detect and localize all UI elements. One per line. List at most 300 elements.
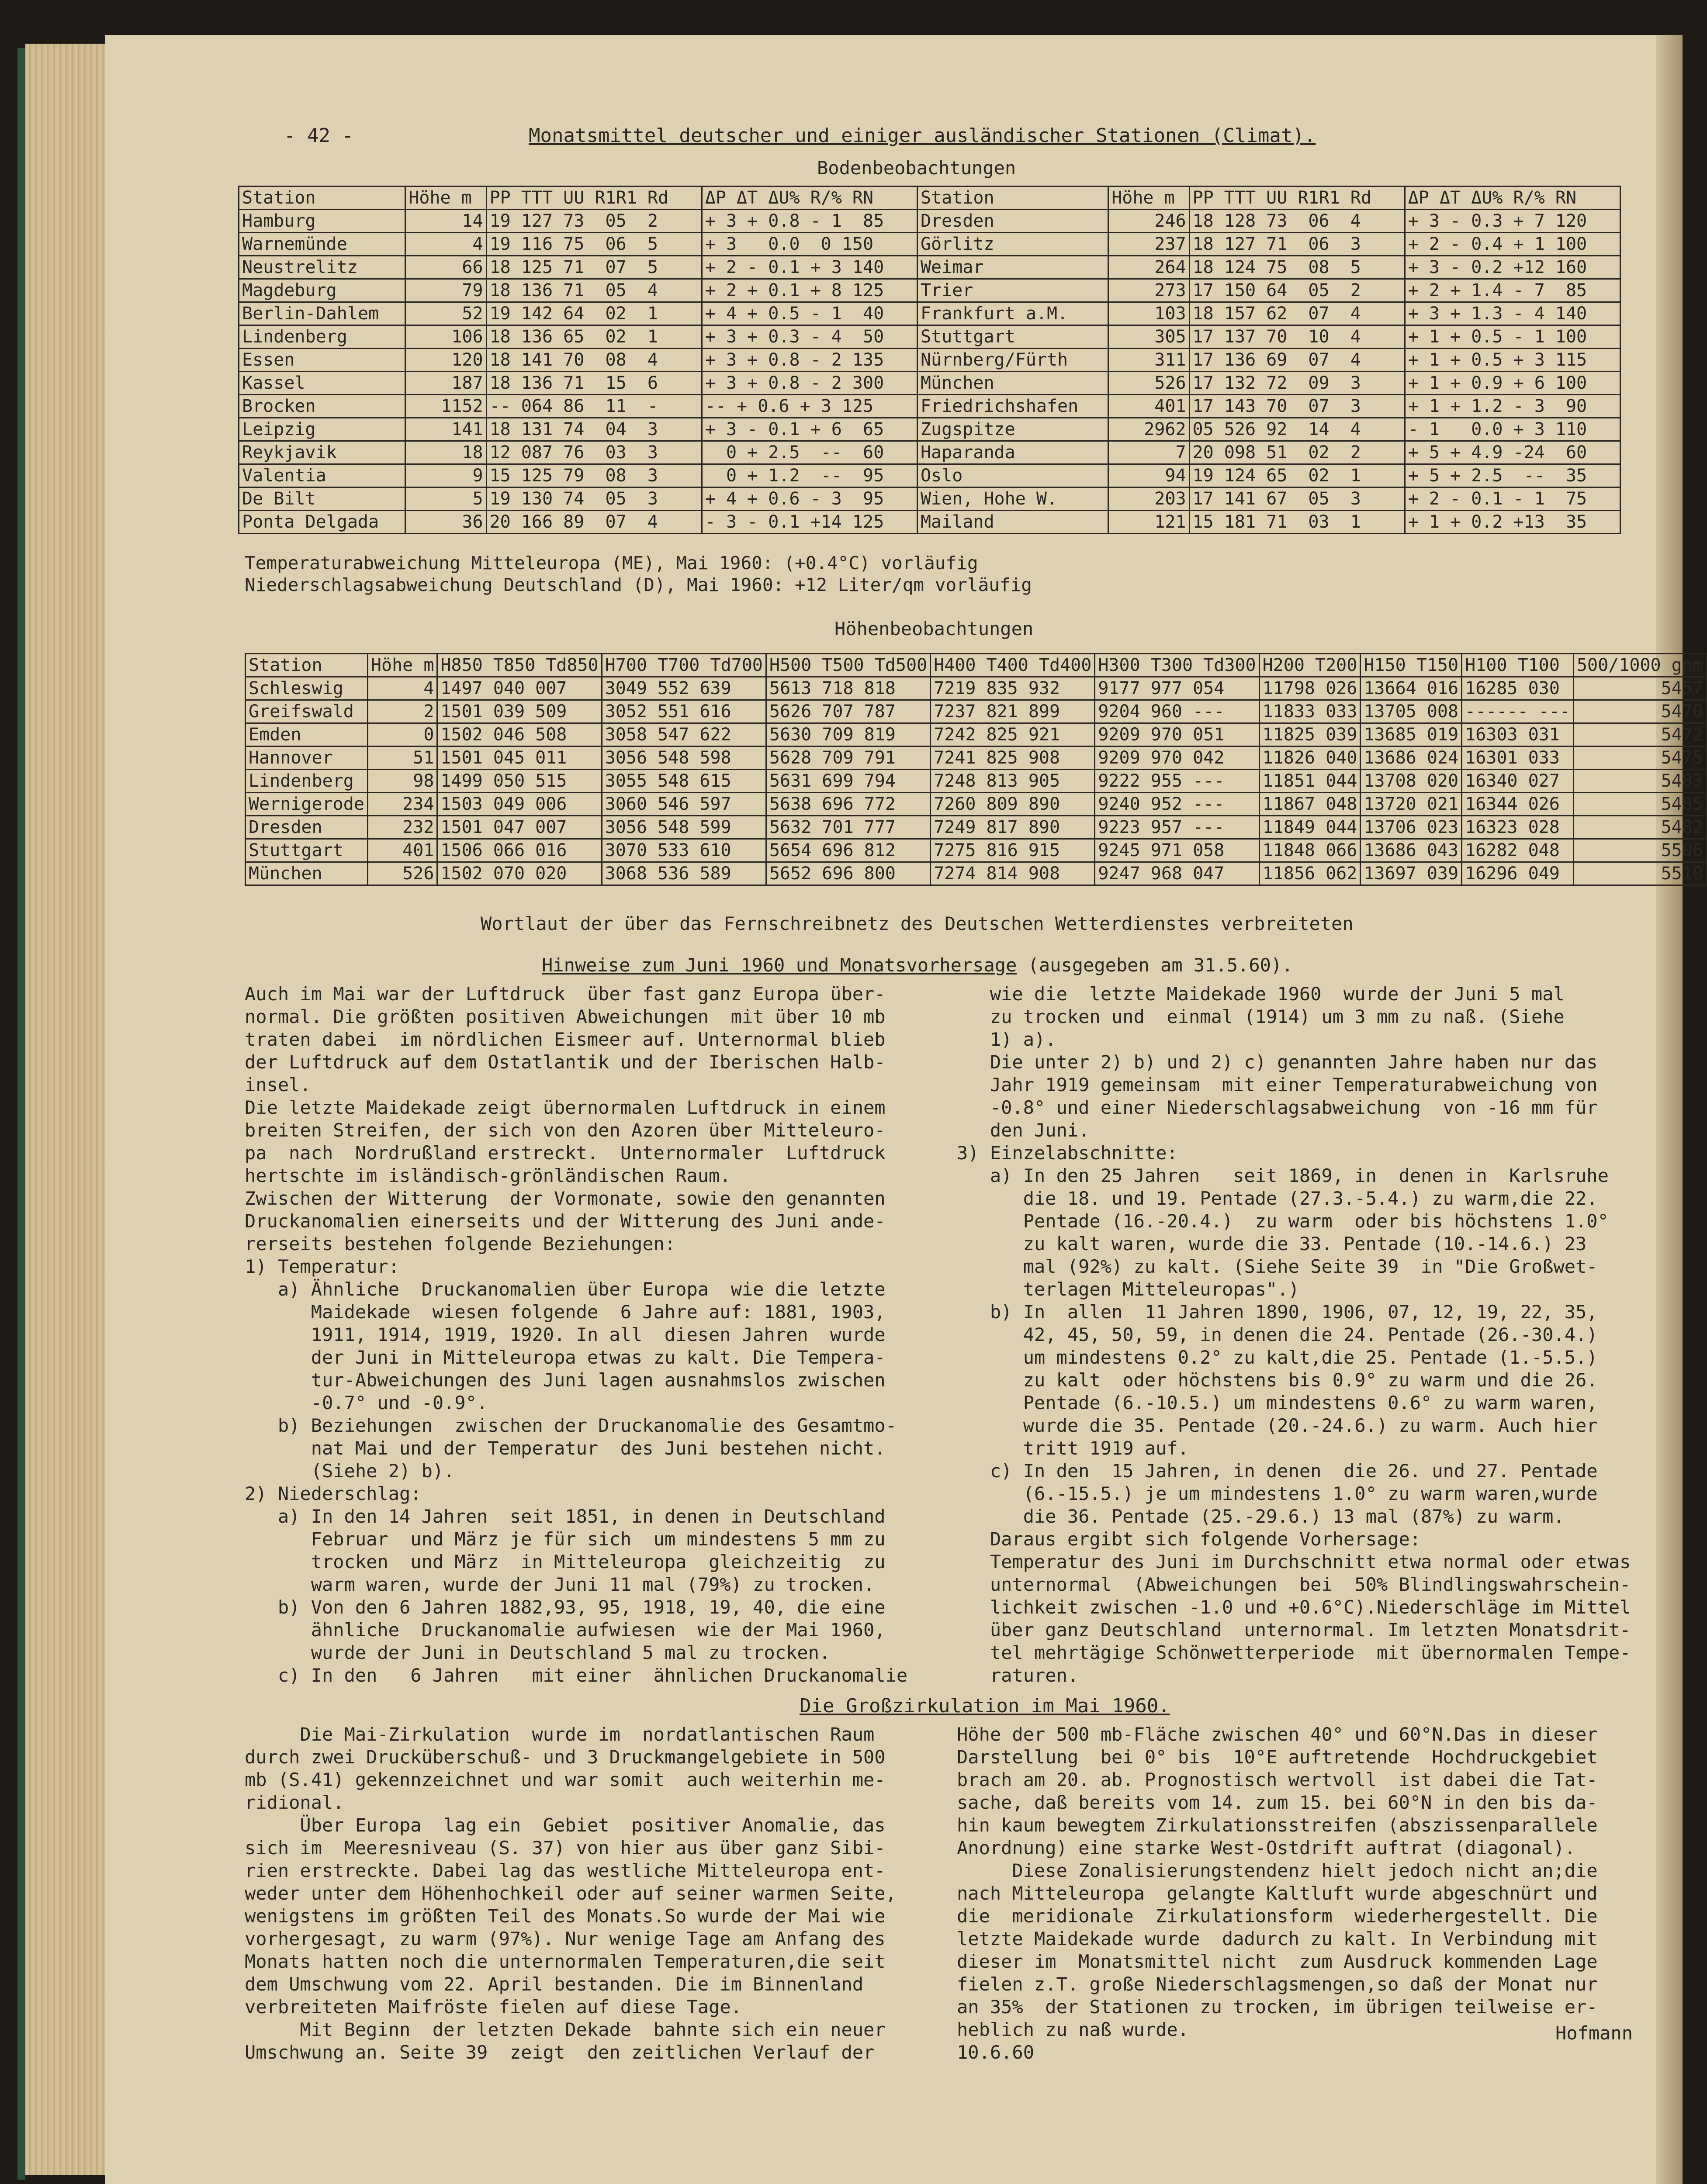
text-line: trocken und März in Mitteleuropa gleichzeitig zu <box>245 1551 886 1572</box>
hoehen-header-cell: H500 T500 Td500 <box>766 654 930 677</box>
hoehen-cell: 1502 046 508 <box>437 723 602 746</box>
page-stack-edge <box>25 44 108 2175</box>
boden-title: Bodenbeobachtungen <box>817 157 1016 179</box>
hoehen-cell: 7219 835 932 <box>931 677 1095 700</box>
boden-cell-r-h: 94 <box>1108 464 1189 487</box>
boden-cell-l-h: 187 <box>405 372 486 395</box>
boden-cell-r-station: Wien, Hohe W. <box>917 487 1108 511</box>
text-line: tur-Abweichungen des Juni lagen ausnahmslos zwischen <box>245 1369 886 1391</box>
text-line: Auch im Mai war der Luftdruck über fast ganz Europa über- <box>245 983 886 1005</box>
boden-cell-r-station: Oslo <box>917 464 1108 487</box>
text-line: brach am 20. ab. Prognostisch wertvoll ist dabei die Tat- <box>957 1769 1598 1790</box>
hoehen-cell: 9204 960 --- <box>1095 700 1259 723</box>
text-line: breiten Streifen, der sich von den Azoren über Mitteleuro- <box>245 1120 886 1141</box>
hoehen-cell: 16303 031 <box>1462 723 1574 746</box>
text-line: fielen z.T. große Niederschlagsmengen,so daß der Monat nur <box>957 1973 1598 1995</box>
boden-row <box>239 372 1620 395</box>
hoehen-cell: 1499 050 515 <box>437 770 602 793</box>
hoehen-cell: 13720 021 <box>1361 793 1462 816</box>
boden-cell-l-station: Valentia <box>239 464 405 487</box>
hoehen-cell: 7260 809 890 <box>931 793 1095 816</box>
boden-cell-l-obs: 18 136 71 15 6 <box>486 372 702 395</box>
text-line: Über Europa lag ein Gebiet positiver Anomalie, das <box>245 1814 886 1836</box>
hoehen-cell: 51 <box>367 746 437 770</box>
hoehen-cell: 7274 814 908 <box>931 862 1095 885</box>
boden-cell-l-h: 52 <box>405 302 486 325</box>
text-line: Pentade (16.-20.4.) zu warm oder bis höchstens 1.0° <box>957 1210 1609 1232</box>
hoehen-cell: 5613 718 818 <box>766 677 930 700</box>
text-line: insel. <box>245 1074 311 1095</box>
boden-cell-r-station: Frankfurt a.M. <box>917 302 1108 325</box>
boden-cell-r-h: 264 <box>1108 256 1189 279</box>
text-line: hertschte im isländisch-grönländischen Raum. <box>245 1165 731 1186</box>
boden-cell-l-h: 79 <box>405 279 486 302</box>
boden-cell-r-station: Haparanda <box>917 441 1108 464</box>
text-line: über ganz Deutschland unternormal. Im letzten Monatsdrit- <box>957 1619 1631 1641</box>
boden-cell-l-station: Kassel <box>239 372 405 395</box>
hoehen-cell: 16282 048 <box>1462 839 1574 862</box>
text-line: tel mehrtägige Schönwetterperiode mit übernormalen Tempe- <box>957 1642 1631 1663</box>
text-line: raturen. <box>957 1665 1079 1686</box>
hoehen-cell: 5470 <box>1573 700 1706 723</box>
text-line: zu kalt oder höchstens bis 0.9° zu warm und die 26. <box>957 1369 1598 1391</box>
hoehen-cell: Dresden <box>246 816 368 839</box>
hoehen-header-cell: 500/1000 gpm <box>1573 654 1706 677</box>
boden-cell-r-obs: 19 124 65 02 1 <box>1189 464 1405 487</box>
boden-cell-l-obs: 19 142 64 02 1 <box>486 302 702 325</box>
text-line: a) In den 25 Jahren seit 1869, in denen in Karlsruhe <box>957 1165 1609 1186</box>
boden-cell-r-h: 203 <box>1108 487 1189 511</box>
boden-cell-l-obs: 20 166 89 07 4 <box>486 511 702 534</box>
text-line: Höhe der 500 mb-Fläche zwischen 40° und 60°N.Das in dieser <box>957 1724 1598 1745</box>
text-line: b) In allen 11 Jahren 1890, 1906, 07, 12, 19, 22, 35, <box>957 1301 1598 1323</box>
text-line: ridional. <box>245 1792 344 1813</box>
boden-cell-l-obs: -- 064 86 11 - <box>486 395 702 418</box>
boden-cell-r-obs: 17 137 70 10 4 <box>1189 325 1405 349</box>
hoehen-cell: 11833 033 <box>1259 700 1361 723</box>
text-line: 3) Einzelabschnitte: <box>957 1142 1178 1164</box>
text-line: warm waren, wurde der Juni 11 mal (79%) zu trocken. <box>245 1574 875 1595</box>
boden-cell-l-obs: 19 116 75 06 5 <box>486 233 702 256</box>
boden-cell-r-dev: + 1 + 0.9 + 6 100 <box>1405 372 1620 395</box>
boden-cell-r-h: 526 <box>1108 372 1189 395</box>
hoehen-cell: 9245 971 058 <box>1095 839 1259 862</box>
boden-cell-r-h: 311 <box>1108 349 1189 372</box>
text-line: an 35% der Stationen zu trocken, im übrigen teilweise er- <box>957 1996 1598 2018</box>
hoehen-cell: 11867 048 <box>1259 793 1361 816</box>
hoehen-row <box>246 862 1707 885</box>
note-precipitation: Niederschlagsabweichung Deutschland (D), Mai 1960: +12 Liter/qm vorläufig <box>245 574 1032 595</box>
boden-cell-l-h: 5 <box>405 487 486 511</box>
text-line: wurde der Juni in Deutschland 5 mal zu trocken. <box>245 1642 831 1663</box>
page-title: Monatsmittel deutscher und einiger ausländischer Stationen (Climat). <box>529 124 1316 147</box>
text-line: nach Mitteleuropa gelangte Kaltluft wurde abgeschnürt und <box>957 1883 1598 1904</box>
grosszirkulation-right <box>957 1723 1598 2064</box>
hoehen-cell: 5475 <box>1573 746 1706 770</box>
text-line: sache, daß bereits vom 14. zum 15. bei 60°N in den bis da- <box>957 1792 1598 1813</box>
text-line: ähnliche Druckanomalie aufwiesen wie der Mai 1960, <box>245 1619 886 1641</box>
hoehen-cell: 1503 049 006 <box>437 793 602 816</box>
hoehen-row <box>246 746 1707 770</box>
hoehen-cell: Schleswig <box>246 677 368 700</box>
hoehen-table <box>245 653 1707 886</box>
boden-cell-l-obs: 12 087 76 03 3 <box>486 441 702 464</box>
text-line: wie die letzte Maidekade 1960 wurde der Juni 5 mal <box>957 983 1565 1005</box>
hoehen-cell: 3060 546 597 <box>602 793 766 816</box>
text-line: 1) a). <box>957 1029 1056 1050</box>
hoehen-cell: 5626 707 787 <box>766 700 930 723</box>
boden-cell-r-obs: 17 136 69 07 4 <box>1189 349 1405 372</box>
boden-cell-r-h: 305 <box>1108 325 1189 349</box>
hoehen-header-cell: Station <box>246 654 368 677</box>
boden-cell-r-station: Dresden <box>917 210 1108 233</box>
boden-cell-l-h: 120 <box>405 349 486 372</box>
hoehen-cell: Wernigerode <box>246 793 368 816</box>
hoehen-cell: 5638 696 772 <box>766 793 930 816</box>
text-line: a) Ähnliche Druckanomalien über Europa wie die letzte <box>245 1279 886 1300</box>
hoehen-cell: 5632 701 777 <box>766 816 930 839</box>
boden-cell-l-dev: + 3 - 0.1 + 6 65 <box>702 418 917 441</box>
text-line: (Siehe 2) b). <box>245 1460 455 1482</box>
author-signature: Hofmann <box>1555 2022 1633 2044</box>
hoehen-cell: 16340 027 <box>1462 770 1574 793</box>
boden-cell-l-station: Ponta Delgada <box>239 511 405 534</box>
boden-cell-l-obs: 18 141 70 08 4 <box>486 349 702 372</box>
hinweise-title: Hinweise zum Juni 1960 und Monatsvorhersage <box>542 954 1017 976</box>
hoehen-cell: 1497 040 007 <box>437 677 602 700</box>
hoehen-cell: 13697 039 <box>1361 862 1462 885</box>
boden-cell-l-station: Berlin-Dahlem <box>239 302 405 325</box>
hoehen-cell: 5483 <box>1573 770 1706 793</box>
text-line: mb (S.41) gekennzeichnet und war somit auch weiterhin me- <box>245 1769 886 1790</box>
text-line: lichkeit zwischen -1.0 und +0.6°C).Niederschläge im Mittel <box>957 1597 1631 1618</box>
hoehen-cell: 9209 970 051 <box>1095 723 1259 746</box>
boden-cell-r-obs: 17 141 67 05 3 <box>1189 487 1405 511</box>
text-line: -0.8° und einer Niederschlagsabweichung von -16 mm für <box>957 1097 1598 1118</box>
text-line: hin kaum bewegtem Zirkulationsstreifen (abszissenparallele <box>957 1814 1598 1836</box>
boden-cell-l-station: Neustrelitz <box>239 256 405 279</box>
text-line: traten dabei im nördlichen Eismeer auf. Unternormal blieb <box>245 1029 886 1050</box>
boden-cell-r-station: Stuttgart <box>917 325 1108 349</box>
boden-cell-l-h: 9 <box>405 464 486 487</box>
text-line: Februar und März je für sich um mindestens 5 mm zu <box>245 1528 886 1550</box>
hoehen-cell: 7242 825 921 <box>931 723 1095 746</box>
boden-cell-r-dev: - 1 0.0 + 3 110 <box>1405 418 1620 441</box>
text-line: 1) Temperatur: <box>245 1256 400 1277</box>
text-line: zu kalt waren, wurde die 33. Pentade (10.-14.6.) 23 <box>957 1233 1587 1254</box>
boden-cell-l-dev: + 4 + 0.5 - 1 40 <box>702 302 917 325</box>
hoehen-cell: 13686 043 <box>1361 839 1462 862</box>
text-line: Maidekade wiesen folgende 6 Jahre auf: 1881, 1903, <box>245 1301 886 1323</box>
boden-cell-l-h: 66 <box>405 256 486 279</box>
boden-cell-l-dev: 0 + 2.5 -- 60 <box>702 441 917 464</box>
boden-row <box>239 349 1620 372</box>
hoehen-cell: 13706 023 <box>1361 816 1462 839</box>
boden-cell-l-dev: + 3 + 0.3 - 4 50 <box>702 325 917 349</box>
hoehen-cell: 16344 026 <box>1462 793 1574 816</box>
text-line: normal. Die größten positiven Abweichungen mit über 10 mb <box>245 1006 886 1027</box>
text-line: die meridionale Zirkulationsform wiederhergestellt. Die <box>957 1905 1598 1927</box>
hoehen-cell: 5654 696 812 <box>766 839 930 862</box>
hoehen-cell: 5482 <box>1573 816 1706 839</box>
boden-header-cell: Station <box>917 187 1108 210</box>
boden-header-cell: ΔP ΔT ΔU% R/% RN <box>702 187 917 210</box>
boden-cell-l-h: 106 <box>405 325 486 349</box>
text-line: heblich zu naß wurde. <box>957 2019 1189 2040</box>
boden-cell-r-h: 273 <box>1108 279 1189 302</box>
text-line: der Luftdruck auf dem Ostatlantik und der Iberischen Halb- <box>245 1051 886 1073</box>
page-curl-shadow <box>1656 35 1683 2184</box>
boden-cell-l-station: De Bilt <box>239 487 405 511</box>
hoehen-cell: 16323 028 <box>1462 816 1574 839</box>
boden-row <box>239 464 1620 487</box>
boden-cell-l-obs: 15 125 79 08 3 <box>486 464 702 487</box>
text-line: terlagen Mitteleuropas".) <box>957 1279 1299 1300</box>
boden-cell-l-station: Essen <box>239 349 405 372</box>
text-line: tritt 1919 auf. <box>957 1438 1189 1459</box>
text-line: -0.7° und -0.9°. <box>245 1392 488 1413</box>
hoehen-cell: 9247 968 047 <box>1095 862 1259 885</box>
hoehen-cell: 5457 <box>1573 677 1706 700</box>
boden-cell-l-station: Warnemünde <box>239 233 405 256</box>
boden-cell-r-dev: + 2 - 0.4 + 1 100 <box>1405 233 1620 256</box>
hoehen-cell: 3056 548 598 <box>602 746 766 770</box>
grosszirkulation-left <box>245 1723 897 2064</box>
boden-cell-l-dev: -- + 0.6 + 3 125 <box>702 395 917 418</box>
text-line: wurde die 35. Pentade (20.-24.6.) zu warm. Auch hier <box>957 1415 1598 1436</box>
boden-header-cell: Station <box>239 187 405 210</box>
text-line: nat Mai und der Temperatur des Juni bestehen nicht. <box>245 1438 886 1459</box>
boden-header-row <box>239 187 1620 210</box>
boden-cell-l-h: 14 <box>405 210 486 233</box>
text-line: zu trocken und einmal (1914) um 3 mm zu naß. (Siehe <box>957 1006 1565 1027</box>
hoehen-header-cell: Höhe m <box>367 654 437 677</box>
hoehen-row <box>246 677 1707 700</box>
hoehen-cell: 11798 026 <box>1259 677 1361 700</box>
text-line: Anordnung) eine starke West-Ostdrift auftrat (diagonal). <box>957 1837 1576 1859</box>
hoehen-cell: 1501 039 509 <box>437 700 602 723</box>
binding-edge <box>17 48 25 2180</box>
hoehen-cell: 9177 977 054 <box>1095 677 1259 700</box>
text-line: b) Beziehungen zwischen der Druckanomalie des Gesamtmo- <box>245 1415 897 1436</box>
text-line: Mit Beginn der letzten Dekade bahnte sich ein neuer <box>245 2019 886 2040</box>
boden-row <box>239 418 1620 441</box>
right-column <box>957 983 1631 1687</box>
boden-cell-r-h: 103 <box>1108 302 1189 325</box>
text-line: Pentade (6.-10.5.) um mindestens 0.6° zu warm waren, <box>957 1392 1598 1413</box>
boden-row <box>239 395 1620 418</box>
boden-cell-l-h: 18 <box>405 441 486 464</box>
text-line: weder unter dem Höhenhochkeil oder auf seiner warmen Seite, <box>245 1883 897 1904</box>
text-line: letzte Maidekade wurde dadurch zu kalt. In Verbindung mit <box>957 1928 1598 1949</box>
boden-cell-r-obs: 17 143 70 07 3 <box>1189 395 1405 418</box>
hoehen-cell: 16301 033 <box>1462 746 1574 770</box>
boden-cell-r-h: 7 <box>1108 441 1189 464</box>
boden-cell-r-station: Friedrichshafen <box>917 395 1108 418</box>
boden-cell-l-obs: 18 136 65 02 1 <box>486 325 702 349</box>
boden-row <box>239 511 1620 534</box>
boden-cell-l-obs: 18 136 71 05 4 <box>486 279 702 302</box>
hoehen-row <box>246 700 1707 723</box>
boden-row <box>239 441 1620 464</box>
hoehen-cell: 9240 952 --- <box>1095 793 1259 816</box>
hoehen-cell: 7248 813 905 <box>931 770 1095 793</box>
text-line: Die unter 2) b) und 2) c) genannten Jahre haben nur das <box>957 1051 1598 1073</box>
hoehen-title: Höhenbeobachtungen <box>834 618 1034 639</box>
hoehen-cell: 3070 533 610 <box>602 839 766 862</box>
hoehen-header-cell: H850 T850 Td850 <box>437 654 602 677</box>
wortlaut-heading: Wortlaut der über das Fernschreibnetz des Deutschen Wetterdienstes verbreiteten <box>481 913 1354 934</box>
hoehen-cell: 7241 825 908 <box>931 746 1095 770</box>
boden-cell-r-station: Nürnberg/Fürth <box>917 349 1108 372</box>
boden-cell-l-station: Reykjavik <box>239 441 405 464</box>
boden-cell-r-dev: + 5 + 2.5 -- 35 <box>1405 464 1620 487</box>
text-line: mal (92%) zu kalt. (Siehe Seite 39 in "Die Großwet- <box>957 1256 1598 1277</box>
boden-table <box>238 186 1621 534</box>
hoehen-cell: 1506 066 016 <box>437 839 602 862</box>
hoehen-row <box>246 839 1707 862</box>
text-line: (6.-15.5.) je um mindestens 1.0° zu warm waren,wurde <box>957 1483 1598 1504</box>
text-line: c) In den 6 Jahren mit einer ähnlichen Druckanomalie <box>245 1665 908 1686</box>
boden-cell-r-station: Weimar <box>917 256 1108 279</box>
hoehen-row <box>246 770 1707 793</box>
hoehen-cell: 11856 062 <box>1259 862 1361 885</box>
boden-cell-r-station: Trier <box>917 279 1108 302</box>
boden-cell-r-station: Mailand <box>917 511 1108 534</box>
boden-row <box>239 210 1620 233</box>
hoehen-cell: 11825 039 <box>1259 723 1361 746</box>
hoehen-row <box>246 816 1707 839</box>
boden-cell-l-station: Lindenberg <box>239 325 405 349</box>
text-line: wenigstens im größten Teil des Monats.So wurde der Mai wie <box>245 1905 886 1927</box>
hoehen-cell: 5510 <box>1573 862 1706 885</box>
hoehen-cell: 5628 709 791 <box>766 746 930 770</box>
hoehen-cell: 13686 024 <box>1361 746 1462 770</box>
text-line: Temperatur des Juni im Durchschnitt etwa normal oder etwas <box>957 1551 1631 1572</box>
boden-cell-l-h: 141 <box>405 418 486 441</box>
hoehen-cell: 4 <box>367 677 437 700</box>
boden-header-cell: PP TTT UU R1R1 Rd <box>1189 187 1405 210</box>
boden-cell-r-obs: 20 098 51 02 2 <box>1189 441 1405 464</box>
hoehen-cell: 11826 040 <box>1259 746 1361 770</box>
page-number: - 42 - <box>284 124 353 147</box>
hoehen-header-cell: H200 T200 <box>1259 654 1361 677</box>
boden-row <box>239 279 1620 302</box>
text-line: Jahr 1919 gemeinsam mit einer Temperaturabweichung von <box>957 1074 1598 1095</box>
left-column <box>245 983 907 1687</box>
hoehen-header-cell: H100 T100 <box>1462 654 1574 677</box>
hoehen-cell: 2 <box>367 700 437 723</box>
text-line: dieser im Monatsmittel nicht zum Ausdruck kommenden Lage <box>957 1951 1598 1972</box>
boden-cell-l-h: 1152 <box>405 395 486 418</box>
hoehen-cell: 3058 547 622 <box>602 723 766 746</box>
hoehen-header-cell: H700 T700 Td700 <box>602 654 766 677</box>
hoehen-cell: 9209 970 042 <box>1095 746 1259 770</box>
boden-cell-r-obs: 17 150 64 05 2 <box>1189 279 1405 302</box>
boden-cell-l-h: 36 <box>405 511 486 534</box>
text-line: unternormal (Abweichungen bei 50% Blindlingswahrschein- <box>957 1574 1631 1595</box>
boden-cell-r-dev: + 1 + 1.2 - 3 90 <box>1405 395 1620 418</box>
boden-header-cell: Höhe m <box>405 187 486 210</box>
hoehen-header-cell: H400 T400 Td400 <box>931 654 1095 677</box>
hoehen-cell: 9223 957 --- <box>1095 816 1259 839</box>
boden-cell-r-dev: + 2 - 0.1 - 1 75 <box>1405 487 1620 511</box>
hoehen-cell: 7249 817 890 <box>931 816 1095 839</box>
boden-cell-r-station: München <box>917 372 1108 395</box>
boden-row <box>239 233 1620 256</box>
boden-cell-r-dev: + 3 - 0.3 + 7 120 <box>1405 210 1620 233</box>
text-line: rerseits bestehen folgende Beziehungen: <box>245 1233 676 1254</box>
hoehen-cell: 11848 066 <box>1259 839 1361 862</box>
boden-cell-r-obs: 05 526 92 14 4 <box>1189 418 1405 441</box>
boden-cell-l-obs: 19 130 74 05 3 <box>486 487 702 511</box>
text-line: Diese Zonalisierungstendenz hielt jedoch nicht an;die <box>957 1860 1598 1881</box>
boden-cell-r-dev: + 2 + 1.4 - 7 85 <box>1405 279 1620 302</box>
boden-row <box>239 487 1620 511</box>
boden-cell-l-dev: + 4 + 0.6 - 3 95 <box>702 487 917 511</box>
hoehen-cell: 526 <box>367 862 437 885</box>
text-line: durch zwei Drucküberschuß- und 3 Druckmangelgebiete in 500 <box>245 1746 886 1768</box>
text-line: 42, 45, 50, 59, in denen die 24. Pentade (26.-30.4.) <box>957 1324 1598 1345</box>
boden-header-cell: Höhe m <box>1108 187 1189 210</box>
hoehen-cell: 9222 955 --- <box>1095 770 1259 793</box>
hoehen-cell: 13705 008 <box>1361 700 1462 723</box>
boden-cell-l-obs: 18 131 74 04 3 <box>486 418 702 441</box>
hoehen-cell: 16296 049 <box>1462 862 1574 885</box>
boden-cell-l-station: Brocken <box>239 395 405 418</box>
text-line: der Juni in Mitteleuropa etwas zu kalt. Die Tempera- <box>245 1347 886 1368</box>
boden-row <box>239 325 1620 349</box>
boden-cell-r-dev: + 3 + 1.3 - 4 140 <box>1405 302 1620 325</box>
boden-cell-r-station: Zugspitze <box>917 418 1108 441</box>
boden-cell-l-dev: + 3 + 0.8 - 2 300 <box>702 372 917 395</box>
boden-cell-r-obs: 18 124 75 08 5 <box>1189 256 1405 279</box>
hoehen-cell: 11849 044 <box>1259 816 1361 839</box>
boden-cell-l-dev: + 2 - 0.1 + 3 140 <box>702 256 917 279</box>
text-line: Die letzte Maidekade zeigt übernormalen Luftdruck in einem <box>245 1097 886 1118</box>
boden-cell-r-h: 246 <box>1108 210 1189 233</box>
boden-cell-r-dev: + 1 + 0.5 - 1 100 <box>1405 325 1620 349</box>
hoehen-cell: ------ --- <box>1462 700 1574 723</box>
boden-row <box>239 302 1620 325</box>
hoehen-cell: 232 <box>367 816 437 839</box>
grosszirkulation-title: Die Großzirkulation im Mai 1960. <box>800 1695 1170 1717</box>
text-line: vorhergesagt, zu warm (97%). Nur wenige Tage am Anfang des <box>245 1928 886 1949</box>
hoehen-header-row <box>246 654 1707 677</box>
hoehen-cell: 401 <box>367 839 437 862</box>
text-line: Umschwung an. Seite 39 zeigt den zeitlichen Verlauf der <box>245 2042 875 2063</box>
boden-cell-r-h: 2962 <box>1108 418 1189 441</box>
boden-cell-l-dev: 0 + 1.2 -- 95 <box>702 464 917 487</box>
hoehen-cell: Hannover <box>246 746 368 770</box>
hoehen-cell: 1502 070 020 <box>437 862 602 885</box>
text-line: pa nach Nordrußland erstreckt. Unternormaler Luftdruck <box>245 1142 886 1164</box>
hoehen-header-cell: H300 T300 Td300 <box>1095 654 1259 677</box>
hoehen-cell: 7275 816 915 <box>931 839 1095 862</box>
boden-header-cell: PP TTT UU R1R1 Rd <box>486 187 702 210</box>
hoehen-cell: 5630 709 819 <box>766 723 930 746</box>
boden-cell-r-obs: 18 157 62 07 4 <box>1189 302 1405 325</box>
boden-cell-r-obs: 18 128 73 06 4 <box>1189 210 1405 233</box>
text-line: Die Mai-Zirkulation wurde im nordatlantischen Raum <box>245 1724 875 1745</box>
text-line: rien erstreckte. Dabei lag das westliche Mitteleuropa ent- <box>245 1860 886 1881</box>
boden-cell-r-obs: 15 181 71 03 1 <box>1189 511 1405 534</box>
boden-cell-r-dev: + 1 + 0.5 + 3 115 <box>1405 349 1620 372</box>
note-temperature: Temperaturabweichung Mitteleuropa (ME), Mai 1960: (+0.4°C) vorläufig <box>245 553 978 574</box>
text-line: den Juni. <box>957 1120 1090 1141</box>
hoehen-cell: Lindenberg <box>246 770 368 793</box>
boden-cell-l-station: Hamburg <box>239 210 405 233</box>
